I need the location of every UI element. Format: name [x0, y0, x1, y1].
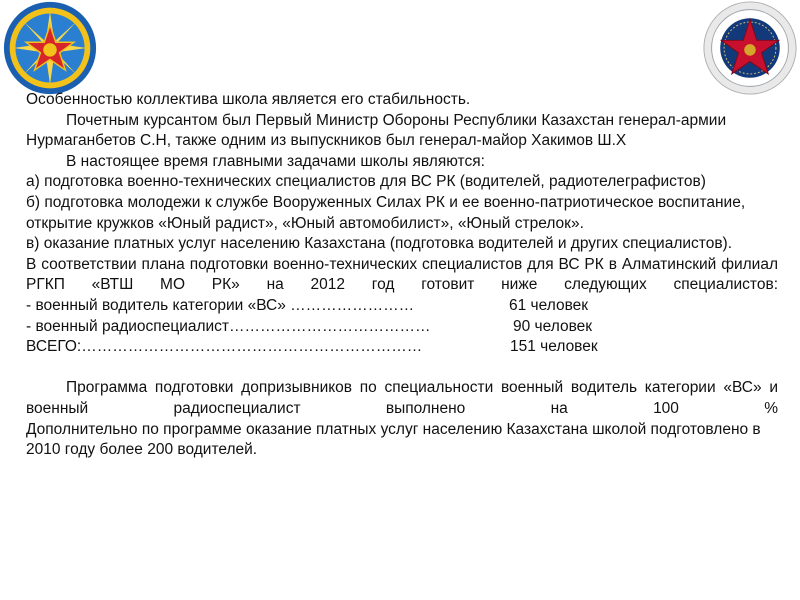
paragraph-stability: Особенностью коллектива школа является его стабильность.	[26, 91, 471, 108]
specialist-label: - военный водитель категории «ВС» ……………………	[26, 296, 415, 314]
paragraph-program-results: Программа подготовки допризывников по специальности военный водитель категории «ВС» и военный радиоспециалист выполнено на 100 %	[26, 379, 778, 417]
specialist-count: 90 человек	[513, 317, 593, 335]
specialist-row-radio	[26, 317, 778, 338]
paragraph-main-tasks: В настоящее время главными задачами школы являются:	[66, 152, 485, 170]
task-a: а) подготовка военно-технических специалистов для ВС РК (водителей, радиотелеграфистов)	[26, 173, 706, 191]
paragraph-honorary-cadet: Почетным курсантом был Первый Министр Обороны Республики Казахстан генерал-армии Нурмаганбетов С.Н, также одним из выпускников был генерал-майор Хакимов Ш.Х	[26, 111, 727, 150]
paragraph-additional-services: Дополнительно по программе оказание платных услуг населению Казахстана школой подготовлено в 2010 году более 200 водителей.	[26, 420, 761, 459]
total-label: ВСЕГО:…………………………………………………………	[26, 338, 423, 356]
task-b: б) подготовка молодежи к службе Вооруженных Силах РК и ее военно-патриотическое воспитание, открытие кружков «Юный радист», «Юный автомобилист», «Юный стрелок».	[26, 193, 746, 232]
total-count: 151 человек	[510, 338, 598, 356]
specialist-row-driver	[26, 296, 778, 317]
military-school-badge	[702, 0, 798, 96]
kazakhstan-military-emblem	[2, 0, 98, 96]
total-row	[26, 337, 778, 358]
task-c: в) оказание платных услуг населению Казахстана (подготовка водителей и других специалистов).	[26, 235, 733, 253]
document-body	[26, 90, 778, 461]
paragraph-training-plan: В соответствии плана подготовки военно-технических специалистов для ВС РК в Алматинский филиал РГКП «ВТШ МО РК» на 2012 год готовит ниже следующих специалистов:	[26, 255, 778, 294]
specialist-count: 61 человек	[509, 296, 589, 314]
specialist-label: - военный радиоспециалист…………………………………	[26, 317, 431, 335]
